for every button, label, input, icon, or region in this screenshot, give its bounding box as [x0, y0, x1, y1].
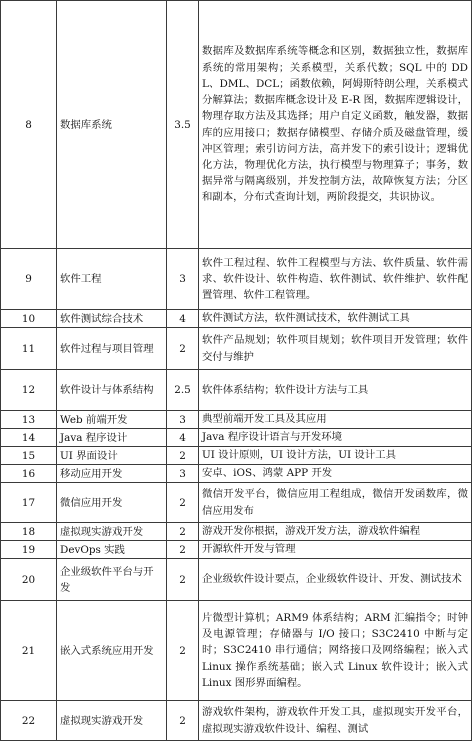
course-number: 8: [1, 1, 57, 249]
course-content: 典型前端开发工具及其应用: [199, 411, 472, 429]
course-name: 虚拟现实游戏开发: [57, 701, 167, 741]
course-content: 片微型计算机；ARM9 体系结构；ARM 汇编指令；时钟及电源管理；存储器与 I/O 接口；S3C2410 中断与定时；S3C2410 串行通信；网络接口及网络编程；嵌入式 Linux 操作系统基础；嵌入式 Linux 软件设计；嵌入式 Linux 图形界面编程。: [199, 601, 472, 701]
course-number: 17: [1, 483, 57, 523]
course-name: 软件工程: [57, 249, 167, 310]
course-content: 数据库及数据库系统等概念和区别，数据独立性，数据库系统的常用架构；关系模型，关系代数；SQL 中的 DDL、DML、DCL；函数依赖，阿姆斯特朗公理，关系模式分解算法；数据库概念设计及 E-R 图，数据库逻辑设计，物理存取方法及其选择；用户自定义函数，触发器，数据库的应用接口；数据存储模型、存储介质及磁盘管理，缓冲区管理；索引访问方法，高并发下的索引设计；逻辑优化方法，物理优化方法，执行模型与物理算子；事务，数据异常与隔离级别，并发控制方法，故障恢复方法；分区和副本，分布式查询计划，两阶段提交，共识协议。: [199, 1, 472, 249]
table-row: [1, 541, 472, 559]
course-number: 15: [1, 447, 57, 465]
course-content: 安卓、iOS、鸿蒙 APP 开发: [199, 465, 472, 483]
table-row: [1, 370, 472, 411]
course-credit: 2: [167, 701, 199, 741]
course-content: 开源软件开发与管理: [199, 541, 472, 559]
table-row: [1, 483, 472, 523]
course-number: 12: [1, 370, 57, 411]
course-content: 游戏开发你根据，游戏开发方法，游戏软件编程: [199, 523, 472, 541]
course-name: 移动应用开发: [57, 465, 167, 483]
table-row: [1, 328, 472, 370]
course-name: Web 前端开发: [57, 411, 167, 429]
course-credit: 2: [167, 447, 199, 465]
course-number: 9: [1, 249, 57, 310]
course-name: 微信应用开发: [57, 483, 167, 523]
course-number: 14: [1, 429, 57, 447]
table-row: [1, 310, 472, 328]
course-number: 11: [1, 328, 57, 370]
course-content: 软件测试方法，软件测试技术，软件测试工具: [199, 310, 472, 328]
course-number: 16: [1, 465, 57, 483]
table-row: [1, 447, 472, 465]
course-credit: 4: [167, 310, 199, 328]
course-number: 18: [1, 523, 57, 541]
course-credit: 3: [167, 465, 199, 483]
course-credit: 2.5: [167, 370, 199, 411]
course-credit: 2: [167, 483, 199, 523]
course-number: 19: [1, 541, 57, 559]
course-credit: 2: [167, 328, 199, 370]
course-name: 虚拟现实游戏开发: [57, 523, 167, 541]
course-content: 软件产品规划；软件项目规划；软件项目开发管理；软件交付与维护: [199, 328, 472, 370]
course-number: 21: [1, 601, 57, 701]
table-row: [1, 601, 472, 701]
course-name: 软件过程与项目管理: [57, 328, 167, 370]
course-content: 企业级软件设计要点，企业级软件设计、开发、测试技术: [199, 559, 472, 601]
course-content: 微信开发平台，微信应用工程组成，微信开发函数库，微信应用发布: [199, 483, 472, 523]
table-row: [1, 249, 472, 310]
course-content: 游戏软件架构，游戏软件开发工具，虚拟现实开发平台，虚拟现实游戏软件设计、编程、测试: [199, 701, 472, 741]
table-row: [1, 411, 472, 429]
course-credit: 2: [167, 523, 199, 541]
course-name: 数据库系统: [57, 1, 167, 249]
course-credit: 2: [167, 559, 199, 601]
table-row: [1, 559, 472, 601]
table-row: [1, 1, 472, 249]
course-credit: 4: [167, 429, 199, 447]
course-credit: 2: [167, 541, 199, 559]
course-credit: 3.5: [167, 1, 199, 249]
course-name: 嵌入式系统应用开发: [57, 601, 167, 701]
course-credit: 3: [167, 411, 199, 429]
course-name: DevOps 实践: [57, 541, 167, 559]
course-number: 13: [1, 411, 57, 429]
course-name: UI 界面设计: [57, 447, 167, 465]
table-row: [1, 523, 472, 541]
course-credit: 2: [167, 601, 199, 701]
course-name: 企业级软件平台与开发: [57, 559, 167, 601]
course-number: 20: [1, 559, 57, 601]
course-credit: 3: [167, 249, 199, 310]
course-content: Java 程序设计语言与开发环境: [199, 429, 472, 447]
course-content: UI 设计原则，UI 设计方法，UI 设计工具: [199, 447, 472, 465]
table-row: [1, 429, 472, 447]
course-content: 软件体系结构；软件设计方法与工具: [199, 370, 472, 411]
course-number: 10: [1, 310, 57, 328]
course-number: 22: [1, 701, 57, 741]
course-name: Java 程序设计: [57, 429, 167, 447]
course-name: 软件测试综合技术: [57, 310, 167, 328]
course-content: 软件工程过程、软件工程模型与方法、软件质量、软件需求、软件设计、软件构造、软件测试、软件维护、软件配置管理、软件工程管理。: [199, 249, 472, 310]
table-row: [1, 465, 472, 483]
course-name: 软件设计与体系结构: [57, 370, 167, 411]
